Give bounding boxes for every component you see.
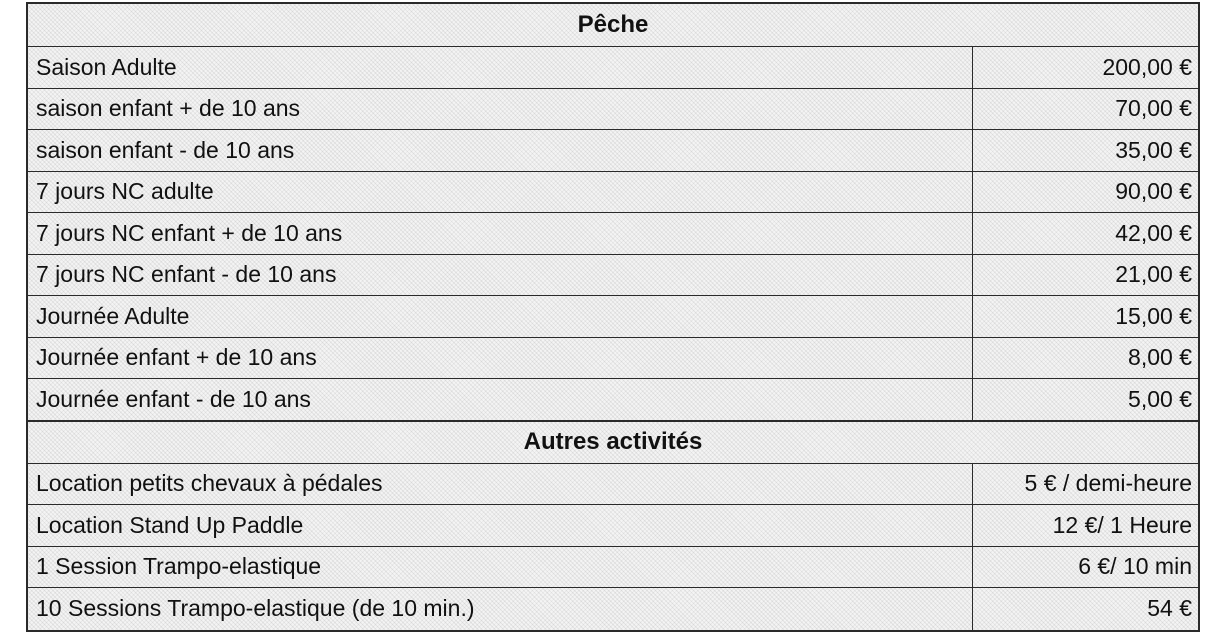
table-row [28, 588, 1198, 630]
table-row [28, 464, 1198, 506]
row-price: 70,00 € [972, 89, 1198, 130]
table-row [28, 213, 1198, 255]
table-row [28, 172, 1198, 214]
row-label: saison enfant - de 10 ans [36, 136, 295, 163]
row-label: 10 Sessions Trampo-elastique (de 10 min.) [36, 595, 475, 622]
table-row [28, 296, 1198, 338]
section-header-peche: Pêche [28, 4, 1198, 47]
row-label: Location Stand Up Paddle [36, 511, 304, 538]
row-label: Journée Adulte [36, 302, 190, 329]
row-price: 90,00 € [972, 172, 1198, 213]
row-price: 21,00 € [972, 255, 1198, 296]
table-row [28, 89, 1198, 131]
table-row [28, 338, 1198, 380]
row-label: Saison Adulte [36, 53, 177, 80]
row-price: 35,00 € [972, 130, 1198, 171]
row-price: 15,00 € [972, 296, 1198, 337]
row-price: 6 €/ 10 min [972, 547, 1198, 588]
row-price: 5 € / demi-heure [972, 464, 1198, 505]
row-label: saison enfant + de 10 ans [36, 95, 301, 122]
price-table [26, 2, 1200, 632]
table-row [28, 130, 1198, 172]
table-row [28, 547, 1198, 589]
row-price: 54 € [972, 588, 1198, 630]
table-row [28, 379, 1198, 421]
row-label: 7 jours NC adulte [36, 178, 214, 205]
row-label: Location petits chevaux à pédales [36, 470, 383, 497]
row-price: 42,00 € [972, 213, 1198, 254]
row-label: 7 jours NC enfant + de 10 ans [36, 219, 343, 246]
row-label: 1 Session Trampo-elastique [36, 553, 322, 580]
table-row [28, 505, 1198, 547]
row-label: Journée enfant - de 10 ans [36, 385, 311, 412]
row-label: 7 jours NC enfant - de 10 ans [36, 261, 337, 288]
row-label: Journée enfant + de 10 ans [36, 344, 317, 371]
row-price: 200,00 € [972, 47, 1198, 88]
table-row [28, 47, 1198, 89]
row-price: 5,00 € [972, 379, 1198, 420]
table-row [28, 255, 1198, 297]
row-price: 12 €/ 1 Heure [972, 505, 1198, 546]
row-price: 8,00 € [972, 338, 1198, 379]
section-header-autres-activites: Autres activités [28, 421, 1198, 464]
